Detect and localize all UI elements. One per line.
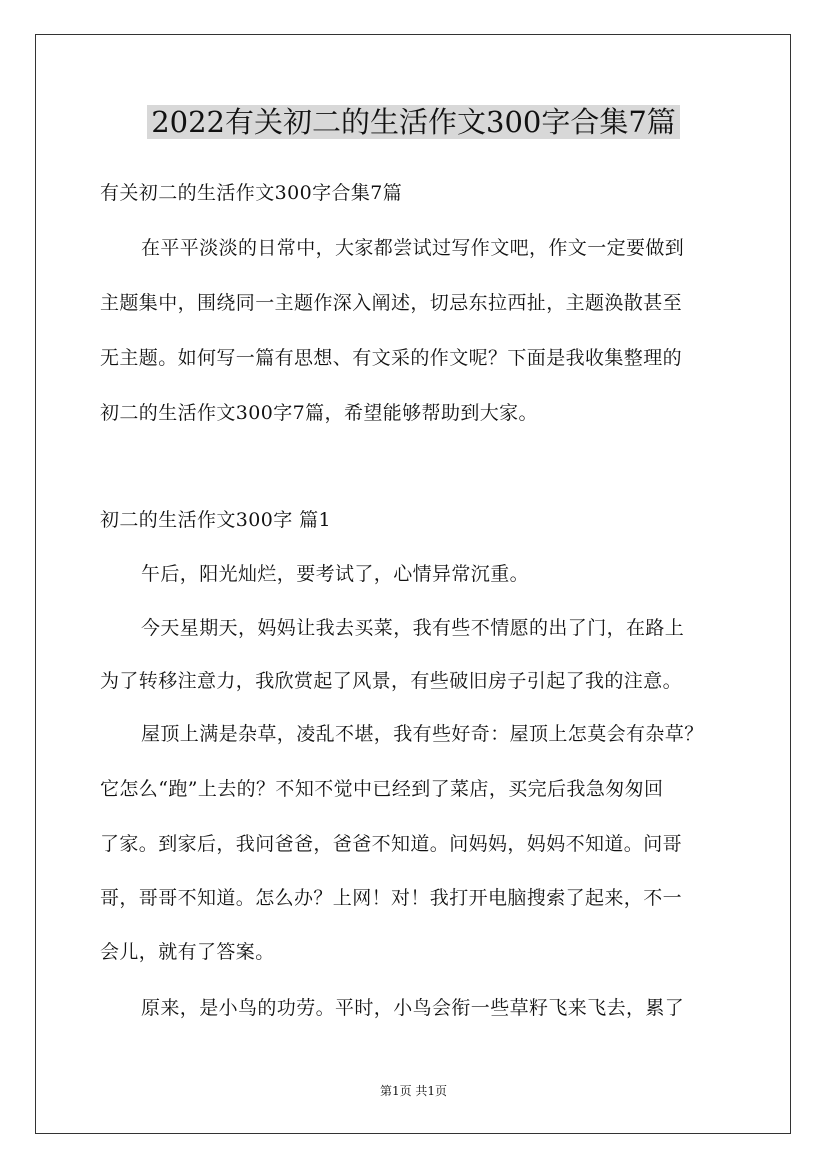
body-line: 它怎么“跑”上去的？不知不觉中已经到了菜店，买完后我急匆匆回: [100, 778, 664, 800]
intro-line: 主题集中，围绕同一主题作深入阐述，切忌东拉西扯，主题涣散甚至: [100, 292, 683, 314]
body-line: 午后，阳光灿烂，要考试了，心情异常沉重。: [141, 563, 530, 585]
intro-line: 初二的生活作文300字7篇，希望能够帮助到大家。: [100, 402, 538, 424]
body-line: 了家。到家后，我问爸爸，爸爸不知道。问妈妈，妈妈不知道。问哥: [100, 833, 683, 855]
body-line: 哥，哥哥不知道。怎么办？上网！对！我打开电脑搜索了起来，不一: [100, 887, 683, 909]
body-line: 屋顶上满是杂草，凌乱不堪，我有些好奇：屋顶上怎莫会有杂草？: [141, 723, 704, 745]
intro-line: 在平平淡淡的日常中，大家都尝试过写作文吧，作文一定要做到: [141, 237, 685, 259]
section-heading: 初二的生活作文300字 篇1: [100, 509, 331, 531]
body-line: 会儿，就有了答案。: [100, 941, 275, 963]
body-line: 为了转移注意力，我欣赏起了风景，有些破旧房子引起了我的注意。: [100, 670, 683, 692]
document-title: 2022有关初二的生活作文300字合集7篇: [0, 100, 827, 144]
intro-line: 无主题。如何写一篇有思想、有文采的作文呢？下面是我收集整理的: [100, 347, 683, 369]
document-subtitle: 有关初二的生活作文300字合集7篇: [100, 182, 403, 204]
page-footer: 第1页 共1页: [379, 1084, 448, 1098]
body-line: 今天星期天，妈妈让我去买菜，我有些不情愿的出了门，在路上: [141, 617, 685, 639]
body-line: 原来，是小鸟的功劳。平时，小鸟会衔一些草籽飞来飞去，累了: [141, 997, 685, 1019]
